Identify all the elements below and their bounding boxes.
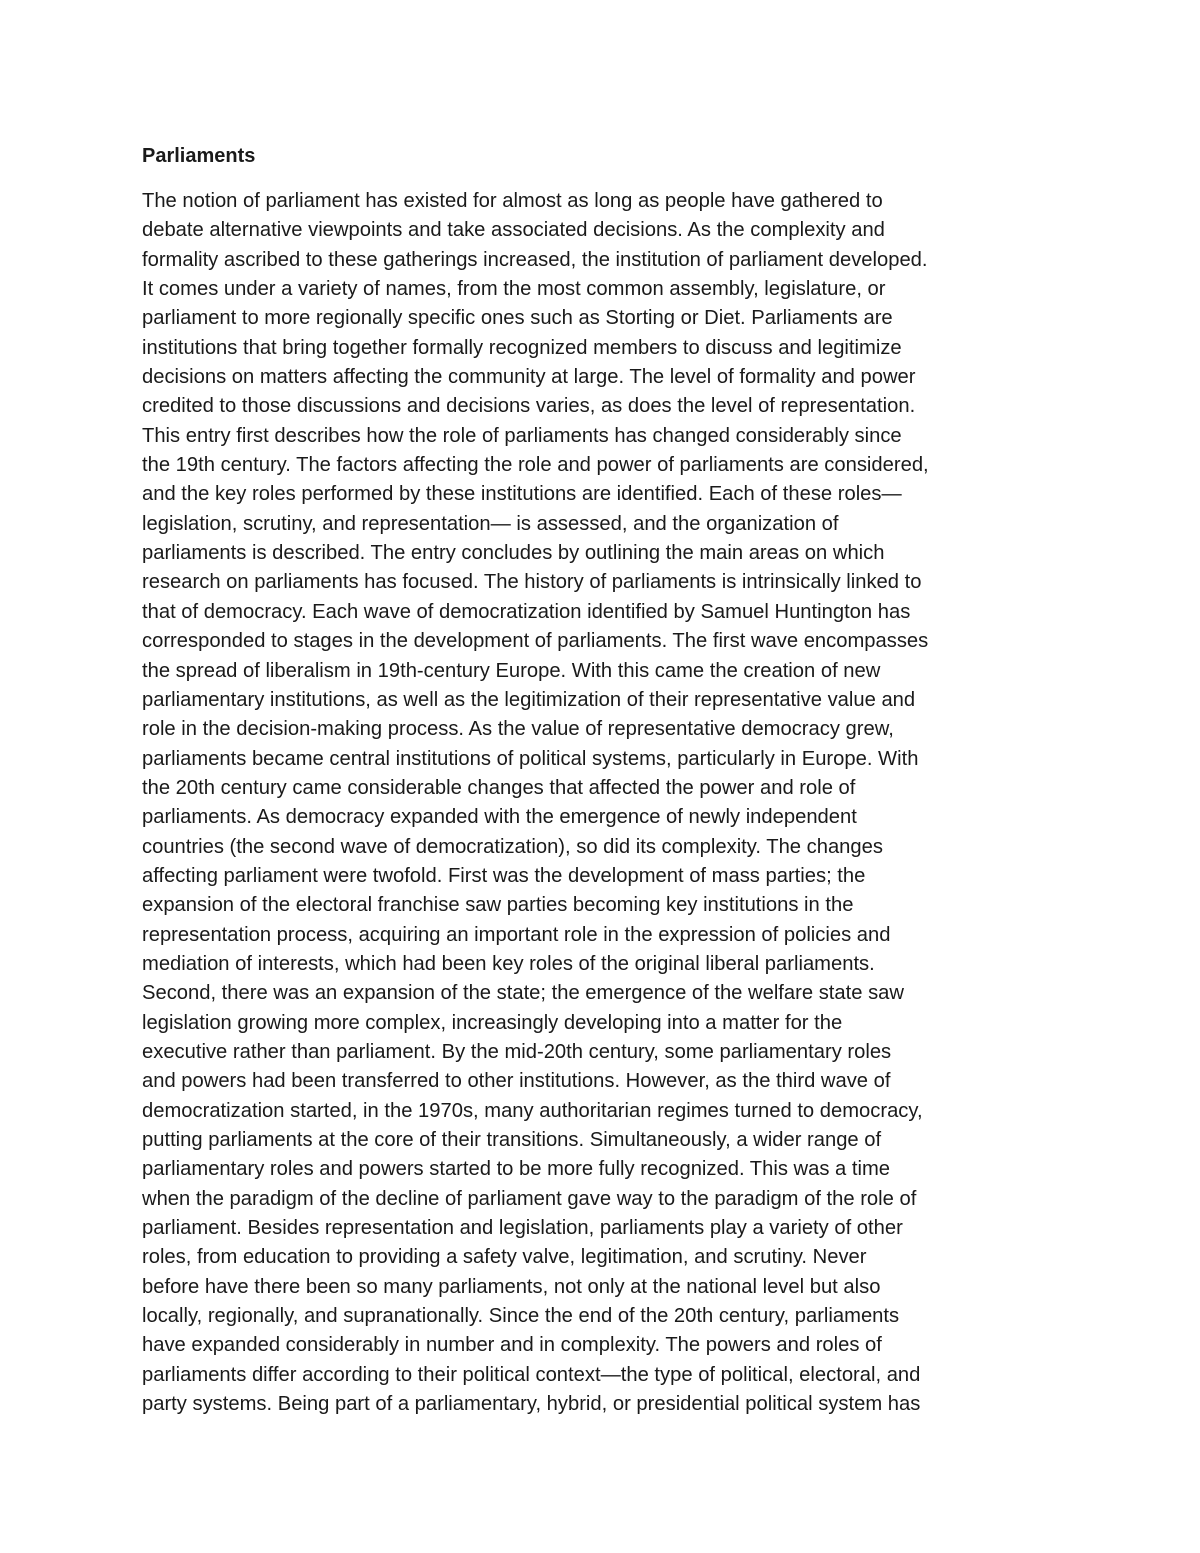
- body-text-line: and powers had been transferred to other institutions. However, as the third wave of: [142, 1070, 891, 1093]
- document-title: Parliaments: [142, 145, 256, 167]
- document-body: [142, 187, 1082, 1419]
- body-text-line: decisions on matters affecting the community at large. The level of formality and power: [142, 366, 916, 389]
- body-text-line: representation process, acquiring an important role in the expression of policies and: [142, 923, 891, 946]
- body-text-line: executive rather than parliament. By the mid-20th century, some parliamentary roles: [142, 1040, 892, 1063]
- body-text-line: the 20th century came considerable changes that affected the power and role of: [142, 776, 856, 799]
- body-text-line: role in the decision-making process. As the value of representative democracy grew,: [142, 718, 894, 741]
- body-text-line: before have there been so many parliaments, not only at the national level but also: [142, 1275, 881, 1298]
- body-text-line: have expanded considerably in number and in complexity. The powers and roles of: [142, 1334, 882, 1357]
- body-text-line: formality ascribed to these gatherings increased, the institution of parliament developed.: [142, 248, 928, 271]
- body-text-line: parliaments became central institutions of political systems, particularly in Europe. With: [142, 747, 919, 770]
- body-text-line: parliament. Besides representation and legislation, parliaments play a variety of other: [142, 1217, 903, 1240]
- body-text-line: debate alternative viewpoints and take associated decisions. As the complexity and: [142, 219, 885, 242]
- body-text-line: party systems. Being part of a parliamentary, hybrid, or presidential political system has: [142, 1393, 921, 1416]
- body-text-line: and the key roles performed by these institutions are identified. Each of these roles—: [142, 483, 902, 506]
- body-text-line: affecting parliament were twofold. First was the development of mass parties; the: [142, 864, 866, 887]
- body-text-line: parliamentary institutions, as well as the legitimization of their representative value and: [142, 688, 916, 711]
- body-text-line: research on parliaments has focused. The history of parliaments is intrinsically linked to: [142, 571, 922, 594]
- body-text-line: credited to those discussions and decisions varies, as does the level of representation.: [142, 395, 916, 418]
- body-text-line: parliaments differ according to their political context—the type of political, electoral, and: [142, 1363, 921, 1386]
- body-text-line: that of democracy. Each wave of democratization identified by Samuel Huntington has: [142, 600, 911, 623]
- body-text-line: corresponded to stages in the development of parliaments. The first wave encompasses: [142, 630, 929, 653]
- body-text-line: institutions that bring together formally recognized members to discuss and legitimize: [142, 336, 902, 359]
- body-text-line: parliaments. As democracy expanded with the emergence of newly independent: [142, 806, 857, 829]
- body-text-line: when the paradigm of the decline of parliament gave way to the paradigm of the role of: [142, 1187, 917, 1210]
- body-text-line: It comes under a variety of names, from the most common assembly, legislature, or: [142, 278, 886, 301]
- body-text-line: legislation growing more complex, increasingly developing into a matter for the: [142, 1011, 843, 1034]
- body-text-line: democratization started, in the 1970s, many authoritarian regimes turned to democracy,: [142, 1099, 923, 1122]
- body-text-line: The notion of parliament has existed for almost as long as people have gathered to: [142, 190, 883, 212]
- body-text-line: mediation of interests, which had been key roles of the original liberal parliaments.: [142, 952, 875, 975]
- body-text-line: putting parliaments at the core of their transitions. Simultaneously, a wider range of: [142, 1129, 882, 1151]
- body-text-line: roles, from education to providing a safety valve, legitimation, and scrutiny. Never: [142, 1246, 867, 1269]
- body-text-line: parliament to more regionally specific ones such as Storting or Diet. Parliaments are: [142, 307, 893, 330]
- body-text-line: countries (the second wave of democratization), so did its complexity. The changes: [142, 835, 883, 858]
- body-text-line: the spread of liberalism in 19th-century Europe. With this came the creation of new: [142, 659, 881, 682]
- body-text-line: legislation, scrutiny, and representation— is assessed, and the organization of: [142, 512, 839, 535]
- body-text-line: Second, there was an expansion of the state; the emergence of the welfare state saw: [142, 982, 904, 1005]
- body-text-line: locally, regionally, and supranationally. Since the end of the 20th century, parliaments: [142, 1305, 900, 1328]
- body-text-line: expansion of the electoral franchise saw parties becoming key institutions in the: [142, 894, 854, 917]
- body-text-line: the 19th century. The factors affecting the role and power of parliaments are considered,: [142, 454, 929, 477]
- body-text-line: This entry first describes how the role of parliaments has changed considerably since: [142, 424, 902, 447]
- body-text-line: parliaments is described. The entry concludes by outlining the main areas on which: [142, 542, 885, 565]
- body-text-line: parliamentary roles and powers started to be more fully recognized. This was a time: [142, 1158, 891, 1181]
